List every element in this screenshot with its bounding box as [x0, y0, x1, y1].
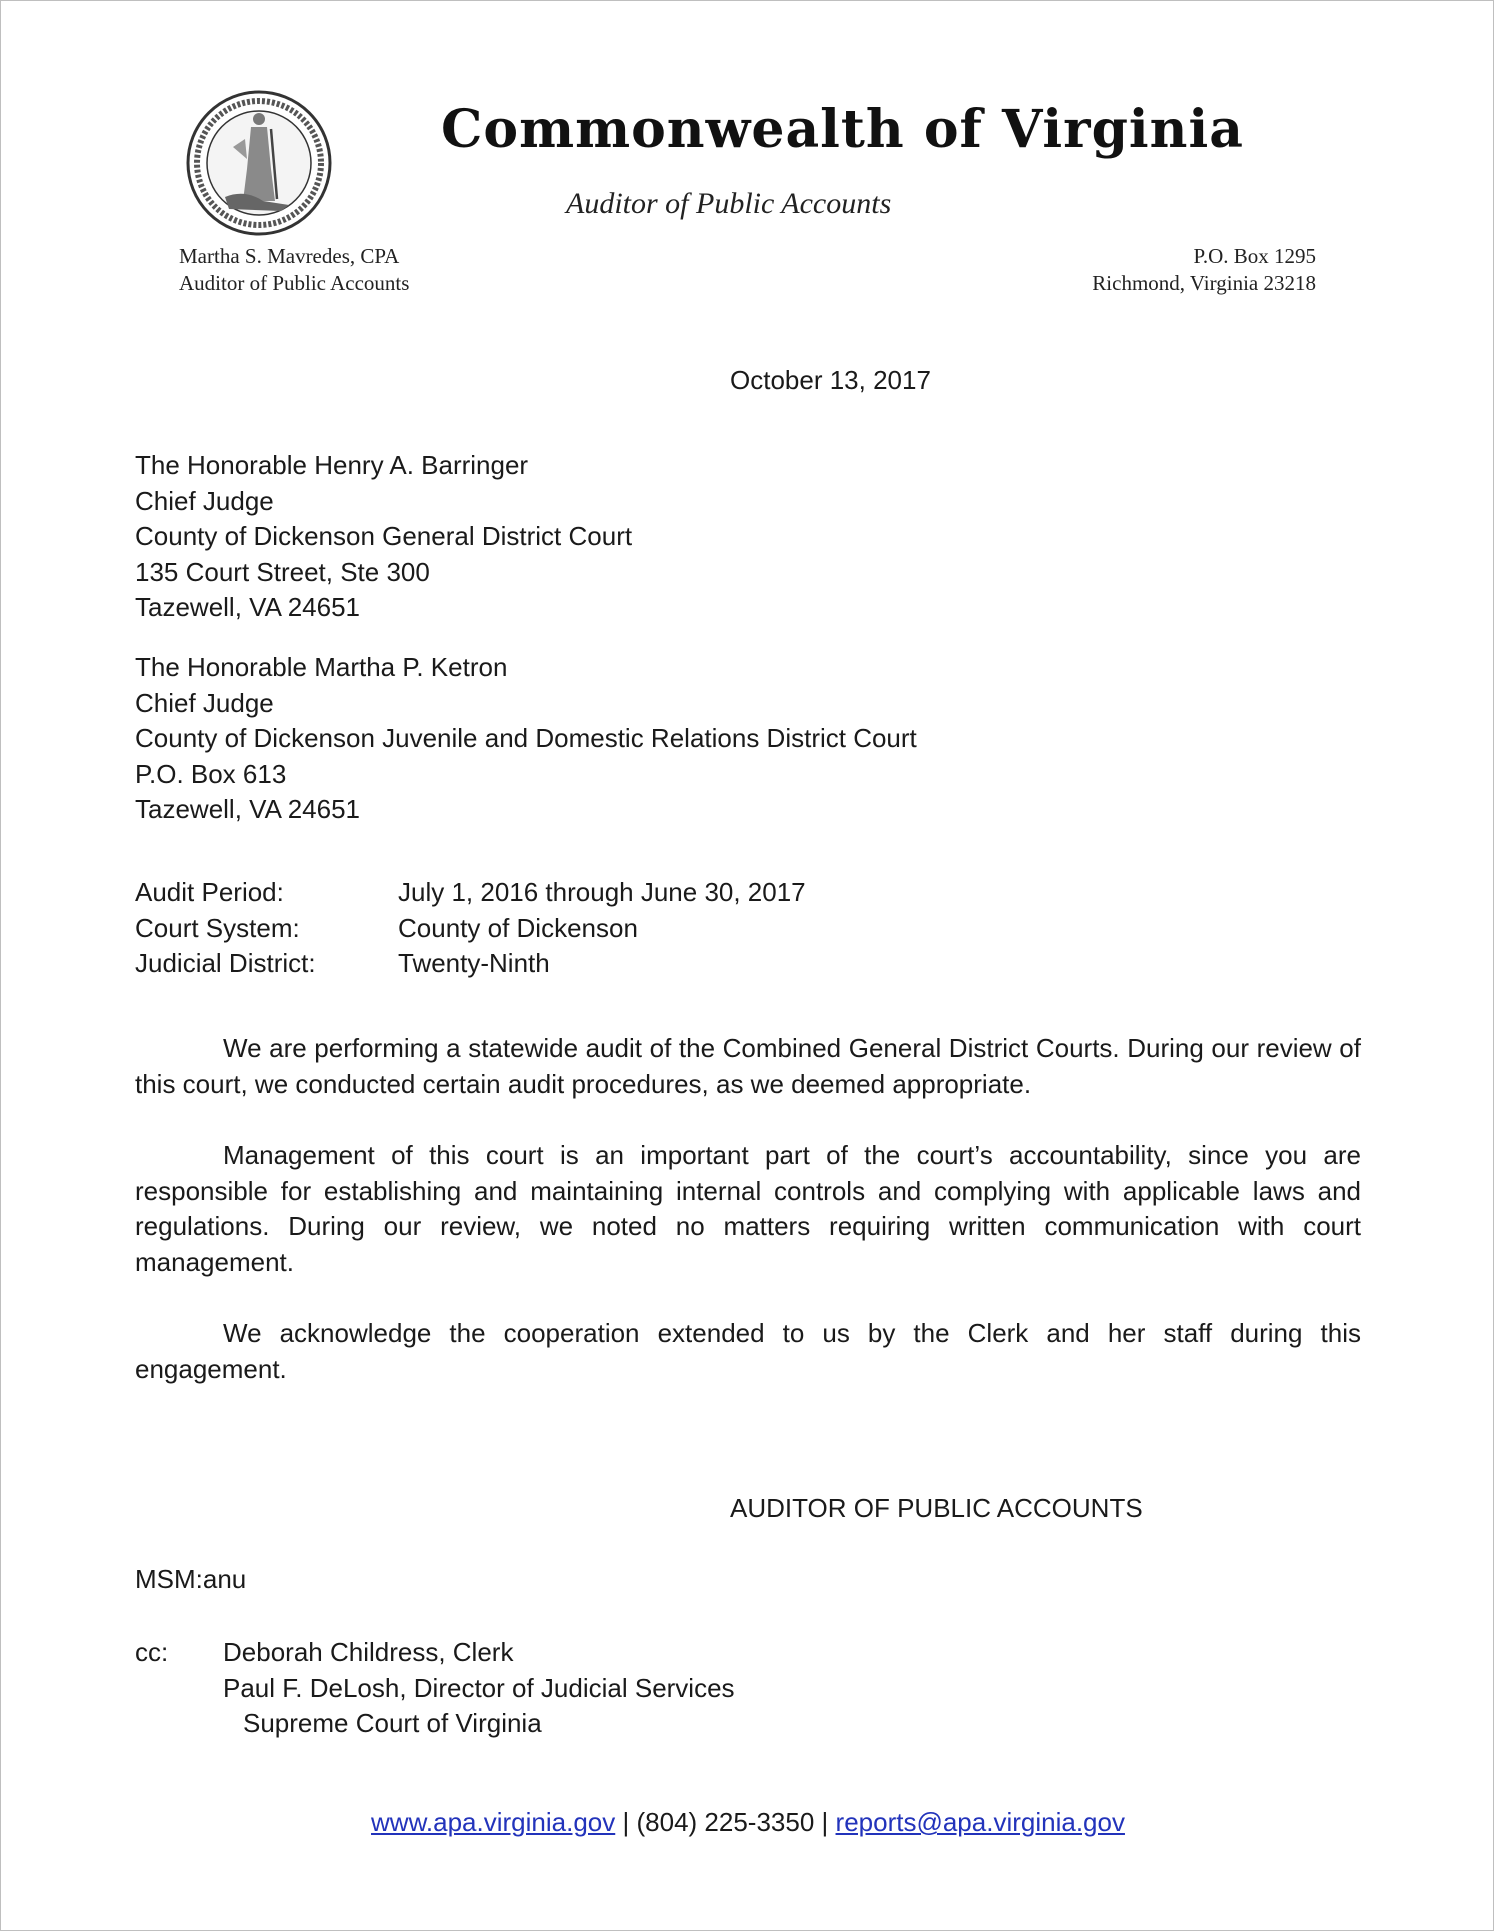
- auditor-role: Auditor of Public Accounts: [179, 271, 410, 295]
- addressee-line: 135 Court Street, Ste 300: [135, 556, 430, 587]
- cc-row: [135, 1706, 735, 1742]
- signature-line: AUDITOR OF PUBLIC ACCOUNTS: [730, 1493, 1143, 1523]
- virginia-seal-icon: [185, 89, 333, 237]
- audit-info: [135, 875, 806, 982]
- reference-initials: MSM:anu: [135, 1564, 247, 1594]
- auditor-name: Martha S. Mavredes, CPA: [179, 244, 400, 268]
- addressee-block-2: [135, 650, 917, 828]
- audit-info-value: County of Dickenson: [398, 912, 638, 943]
- audit-info-label: Audit Period:: [135, 877, 284, 907]
- addressee-line: County of Dickenson General District Court: [135, 521, 633, 551]
- cc-block: [135, 1635, 735, 1742]
- audit-info-label: Court System:: [135, 912, 300, 943]
- addressee-line: Chief Judge: [135, 687, 274, 718]
- cc-recipient: Paul F. DeLosh, Director of Judicial Services: [223, 1672, 735, 1703]
- addressee-line: Tazewell, VA 24651: [135, 794, 360, 824]
- cc-row: [135, 1671, 735, 1707]
- office-po-box: P.O. Box 1295: [1193, 244, 1316, 268]
- audit-info-label: Judicial District:: [135, 948, 316, 978]
- body-paragraph-3: [135, 1316, 1361, 1387]
- audit-period-row: [135, 875, 806, 911]
- addressee-line: Chief Judge: [135, 485, 274, 516]
- addressee-block-1: [135, 448, 632, 626]
- paragraph-text: Management of this court is an important part of the court’s accountability, since you are responsible for establishing and maintaining internal controls and complying with applicable laws and regulations. During our review, we noted no matters requiring written communication with court management.: [135, 1140, 1361, 1277]
- audit-info-value: July 1, 2016 through June 30, 2017: [398, 877, 806, 907]
- cc-recipient: Deborah Childress, Clerk: [223, 1637, 514, 1667]
- body-paragraph-2: [135, 1138, 1361, 1280]
- body-paragraph-1: [135, 1031, 1361, 1102]
- website-link[interactable]: www.apa.virginia.gov: [371, 1807, 616, 1837]
- footer-separator: |: [622, 1807, 630, 1837]
- auditor-block: [179, 243, 409, 297]
- addressee-line: The Honorable Henry A. Barringer: [135, 450, 529, 480]
- paragraph-text: We are performing a statewide audit of the Combined General District Courts. During our review of this court, we conducted certain audit procedures, as we deemed appropriate.: [135, 1033, 1361, 1099]
- cc-label: cc:: [135, 1637, 169, 1667]
- office-city: Richmond, Virginia 23218: [1092, 271, 1316, 295]
- addressee-line: The Honorable Martha P. Ketron: [135, 652, 508, 682]
- letter-date: October 13, 2017: [730, 365, 931, 395]
- audit-info-value: Twenty-Ninth: [398, 948, 550, 978]
- court-system-row: [135, 911, 806, 947]
- email-link[interactable]: reports@apa.virginia.gov: [835, 1807, 1125, 1837]
- phone-number: (804) 225-3350: [636, 1807, 815, 1837]
- judicial-district-row: [135, 946, 806, 982]
- masthead-subtitle: Auditor of Public Accounts: [566, 187, 892, 220]
- addressee-line: County of Dickenson Juvenile and Domestic Relations District Court: [135, 723, 917, 753]
- masthead-title: Commonwealth of Virginia: [441, 99, 1244, 160]
- paragraph-text: We acknowledge the cooperation extended to us by the Clerk and her staff during this engagement.: [135, 1318, 1361, 1384]
- addressee-line: Tazewell, VA 24651: [135, 592, 360, 622]
- office-address-block: [1092, 243, 1316, 297]
- cc-row: [135, 1635, 735, 1671]
- addressee-line: P.O. Box 613: [135, 758, 287, 789]
- footer-separator: |: [821, 1807, 829, 1837]
- cc-recipient-organization: Supreme Court of Virginia: [243, 1708, 542, 1738]
- footer: [1, 1807, 1494, 1838]
